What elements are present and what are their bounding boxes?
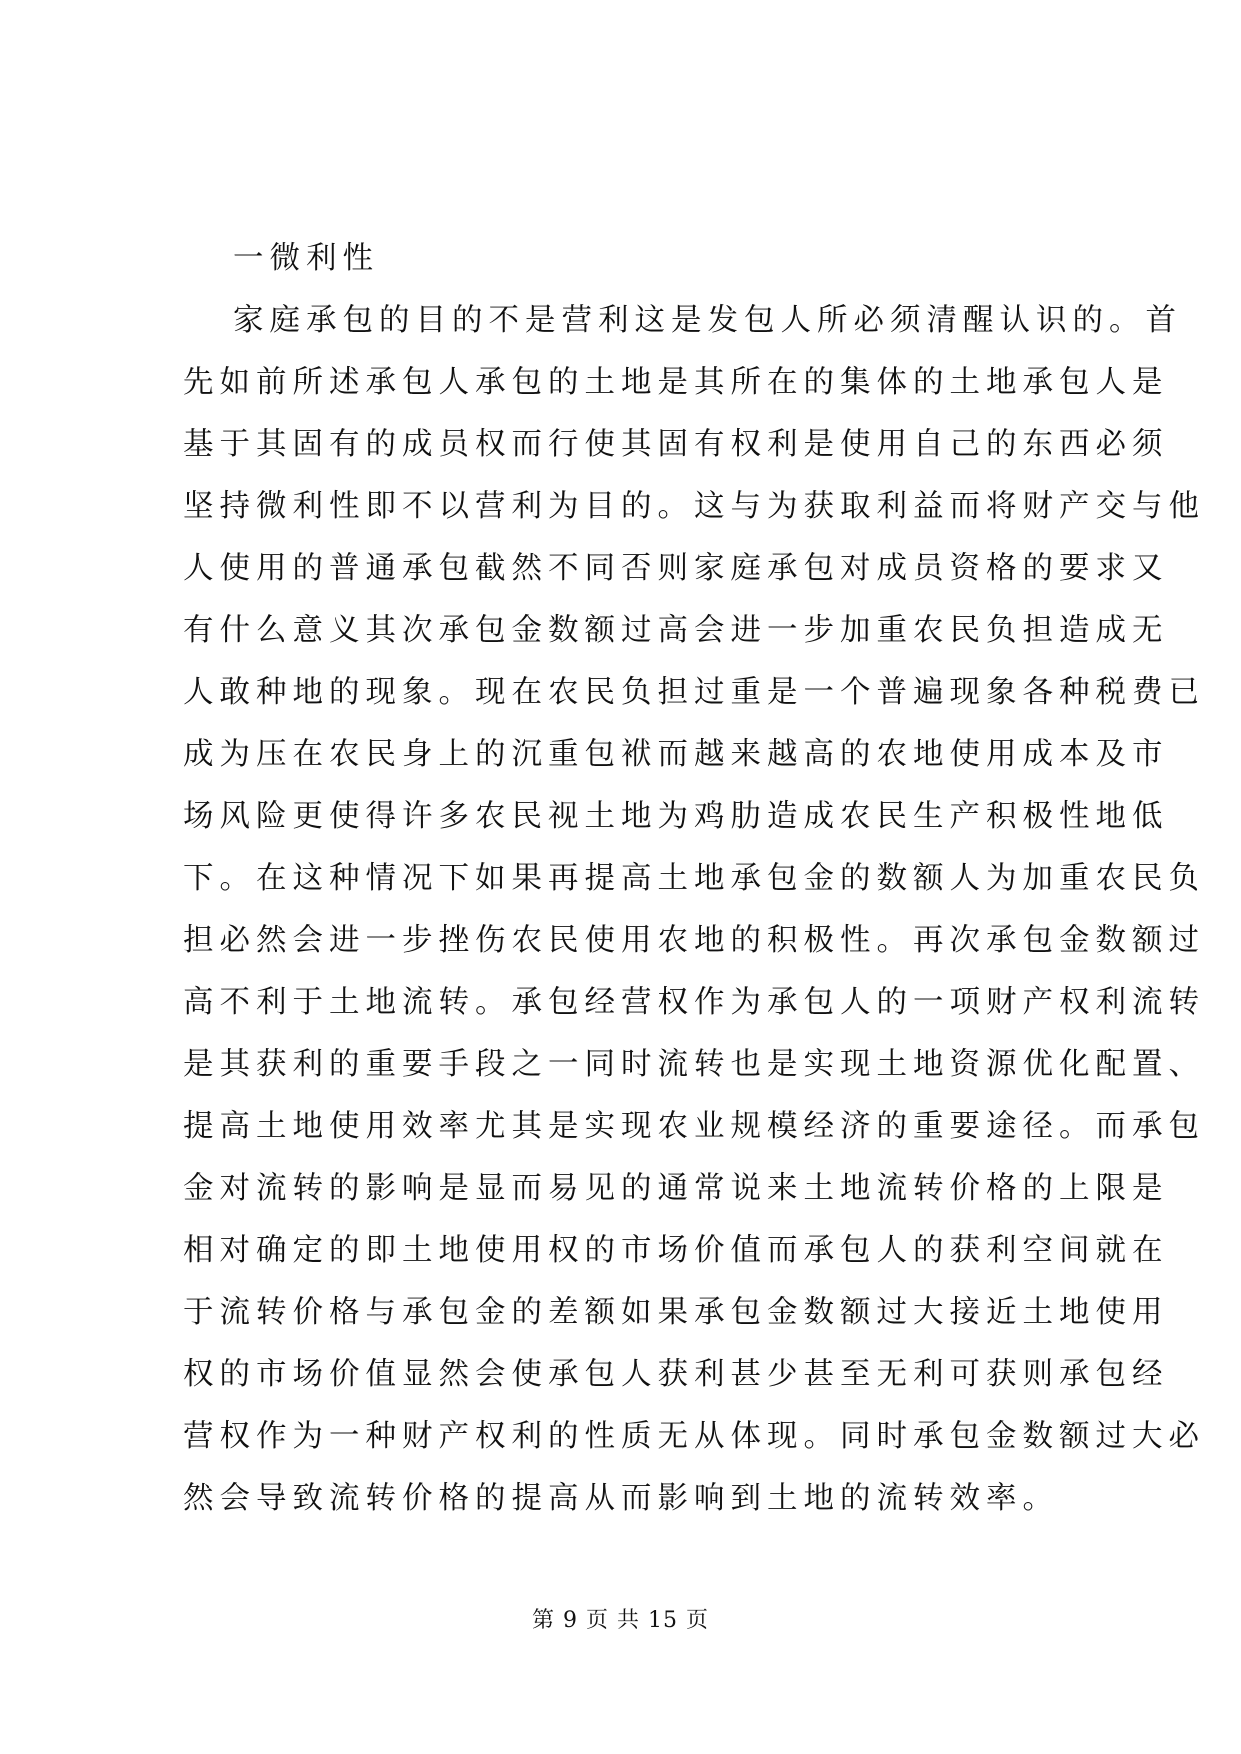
- paragraph-line: 营权作为一种财产权利的性质无从体现。同时承包金数额过大必: [183, 1419, 1205, 1454]
- paragraph-line: 提高土地使用效率尤其是实现农业规模经济的重要途径。而承包: [183, 1109, 1205, 1144]
- page-number-footer: 第 9 页 共 15 页: [532, 1608, 709, 1633]
- paragraph-line: 人敢种地的现象。现在农民负担过重是一个普遍现象各种税费已: [183, 675, 1205, 710]
- paragraph-line: 成为压在农民身上的沉重包袱而越来越高的农地使用成本及市: [183, 737, 1169, 772]
- paragraph-line: 相对确定的即土地使用权的市场价值而承包人的获利空间就在: [183, 1233, 1169, 1268]
- paragraph-line: 基于其固有的成员权而行使其固有权利是使用自己的东西必须: [183, 427, 1169, 462]
- paragraph-line: 担必然会进一步挫伤农民使用农地的积极性。再次承包金数额过: [183, 923, 1205, 958]
- paragraph-line: 家庭承包的目的不是营利这是发包人所必须清醒认识的。首: [233, 303, 1182, 338]
- paragraph-line: 场风险更使得许多农民视土地为鸡肋造成农民生产积极性地低: [183, 799, 1169, 834]
- paragraph-line: 金对流转的影响是显而易见的通常说来土地流转价格的上限是: [183, 1171, 1169, 1206]
- paragraph-line: 坚持微利性即不以营利为目的。这与为获取利益而将财产交与他: [183, 489, 1205, 524]
- paragraph-line: 于流转价格与承包金的差额如果承包金数额过大接近土地使用: [183, 1295, 1169, 1330]
- paragraph: [183, 290, 1205, 1530]
- section-heading: 一微利性: [233, 241, 379, 276]
- paragraph-line: 下。在这种情况下如果再提高土地承包金的数额人为加重农民负: [183, 861, 1205, 896]
- paragraph-line: 人使用的普通承包截然不同否则家庭承包对成员资格的要求又: [183, 551, 1169, 586]
- paragraph-line: 权的市场价值显然会使承包人获利甚少甚至无利可获则承包经: [183, 1357, 1169, 1392]
- paragraph-line: 有什么意义其次承包金数额过高会进一步加重农民负担造成无: [183, 613, 1169, 648]
- paragraph-line: 先如前所述承包人承包的土地是其所在的集体的土地承包人是: [183, 365, 1169, 400]
- paragraph-line: 然会导致流转价格的提高从而影响到土地的流转效率。: [183, 1481, 1059, 1516]
- paragraph-line: 是其获利的重要手段之一同时流转也是实现土地资源优化配置、: [183, 1047, 1205, 1082]
- paragraph-line: 高不利于土地流转。承包经营权作为承包人的一项财产权利流转: [183, 985, 1205, 1020]
- document-body: [183, 228, 1205, 1530]
